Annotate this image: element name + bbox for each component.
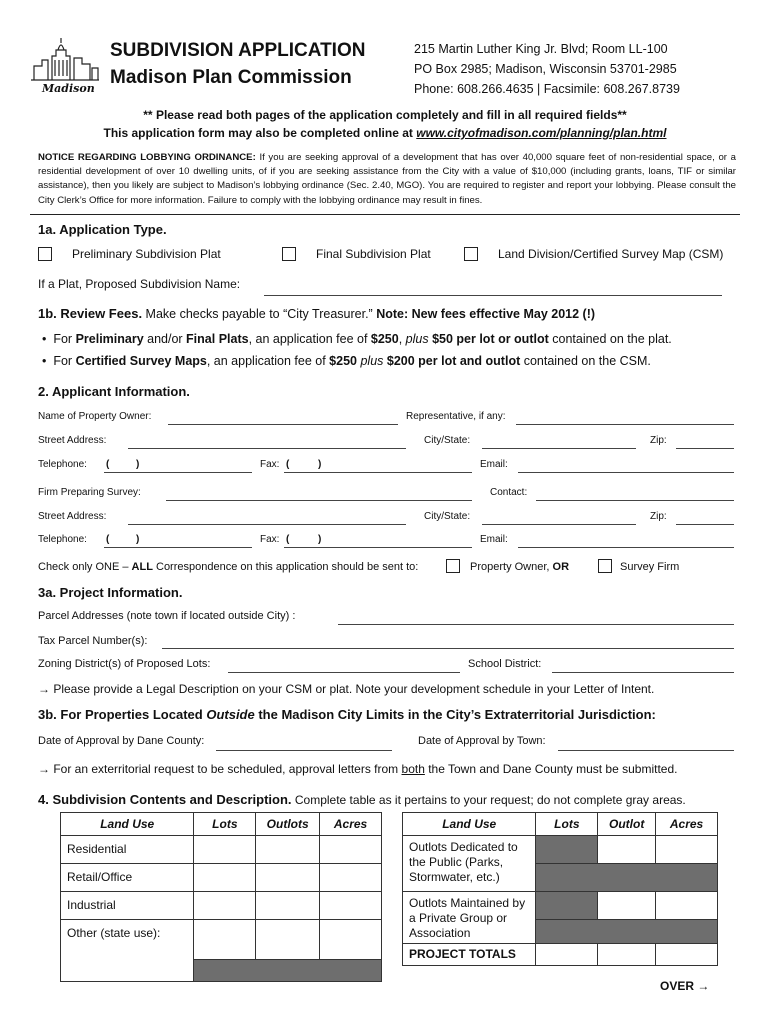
- section-divider: [30, 214, 740, 215]
- firm-fax-field[interactable]: [284, 547, 472, 548]
- fee-bullet-plats: • For Preliminary and/or Final Plats, an application fee of $250, plus $50 per lot or outlot contained on the plat.: [42, 332, 672, 346]
- school-district-label: School District:: [468, 658, 542, 670]
- firm-fax-area-open: (: [286, 534, 290, 545]
- column-header: Land Use: [403, 813, 536, 836]
- correspond-firm-checkbox[interactable]: [598, 559, 612, 573]
- owner-field[interactable]: [168, 424, 398, 425]
- row-label-other: Other (state use):: [61, 920, 194, 960]
- parcel-addresses-label: Parcel Addresses (note town if located outside City) :: [38, 610, 296, 622]
- street-address-field[interactable]: [128, 448, 406, 449]
- row-label-outlots-public: Outlots Dedicated to the Public (Parks, Stormwater, etc.): [403, 836, 536, 892]
- final-plat-checkbox[interactable]: [282, 247, 296, 261]
- final-plat-label: Final Subdivision Plat: [316, 247, 431, 261]
- private-outlot-cell[interactable]: [598, 892, 656, 920]
- public-acres-cell[interactable]: [656, 836, 718, 864]
- column-header: Outlots: [256, 813, 320, 836]
- gray-disabled-cell: [194, 960, 382, 982]
- land-use-table: [60, 812, 382, 982]
- section-1b-heading: [38, 306, 595, 321]
- firm-zip-field[interactable]: [676, 524, 734, 525]
- industrial-lots-cell[interactable]: [194, 892, 256, 920]
- representative-field[interactable]: [516, 424, 734, 425]
- lobbying-notice-text: If you are seeking approval of a development that has over 40,000 square feet of non-residential space, or a residential development of over 10 dwelling units, of if you are seeking assistance from the City with a value of $10,000 (including grants, loans, TIF or similar assistance), then you likely are subject to Madison’s lobbying ordinance (Sec. 2.40, MGO). You are required to register and report your lobbying. Please consult the City Clerk’s Office for more information. Failure to comply with the lobbying ordinance may result in fines.: [38, 152, 736, 206]
- industrial-acres-cell[interactable]: [320, 892, 382, 920]
- tax-parcel-field[interactable]: [162, 648, 734, 649]
- review-fees-intro: Make checks payable to “City Treasurer.”: [142, 307, 377, 321]
- preliminary-plat-label: Preliminary Subdivision Plat: [72, 247, 221, 261]
- page-subtitle: Madison Plan Commission: [110, 67, 352, 88]
- section-3a-heading: 3a. Project Information.: [38, 585, 183, 600]
- zip-field[interactable]: [676, 448, 734, 449]
- row-label-outlots-private: Outlots Maintained by a Private Group or Association: [403, 892, 536, 944]
- retail-outlots-cell[interactable]: [256, 864, 320, 892]
- instructions-prefix: This application form may also be completed online at: [103, 126, 417, 140]
- page-title: SUBDIVISION APPLICATION: [110, 40, 366, 61]
- public-outlot-cell[interactable]: [598, 836, 656, 864]
- totals-acres-cell[interactable]: [656, 944, 718, 966]
- email-field[interactable]: [518, 472, 734, 473]
- email-label: Email:: [480, 459, 508, 470]
- zoning-field[interactable]: [228, 672, 460, 673]
- column-header: Lots: [536, 813, 598, 836]
- town-date-label: Date of Approval by Town:: [418, 735, 546, 747]
- firm-telephone-field[interactable]: [104, 547, 252, 548]
- retail-acres-cell[interactable]: [320, 864, 382, 892]
- lobbying-notice-label: NOTICE REGARDING LOBBYING ORDINANCE:: [38, 152, 256, 163]
- correspond-owner-label: Property Owner, OR: [470, 561, 570, 573]
- residential-acres-cell[interactable]: [320, 836, 382, 864]
- dane-county-date-label: Date of Approval by Dane County:: [38, 735, 205, 747]
- parcel-addresses-field[interactable]: [338, 624, 734, 625]
- industrial-outlots-cell[interactable]: [256, 892, 320, 920]
- dane-county-date-field[interactable]: [216, 750, 392, 751]
- representative-label: Representative, if any:: [406, 411, 506, 422]
- correspondence-instruction: Check only ONE – ALL Correspondence on this application should be sent to:: [38, 561, 419, 573]
- gray-disabled-cell: [536, 864, 718, 892]
- firm-city-state-field[interactable]: [482, 524, 636, 525]
- school-district-field[interactable]: [552, 672, 734, 673]
- other-acres-cell[interactable]: [320, 920, 382, 960]
- retail-lots-cell[interactable]: [194, 864, 256, 892]
- instructions-line-1: ** Please read both pages of the application completely and fill in all required fields**: [143, 108, 627, 122]
- row-label-project-totals: PROJECT TOTALS: [403, 944, 536, 966]
- firm-telephone-area-close: ): [136, 534, 140, 545]
- firm-street-address-field[interactable]: [128, 524, 406, 525]
- residential-lots-cell[interactable]: [194, 836, 256, 864]
- private-acres-cell[interactable]: [656, 892, 718, 920]
- correspond-firm-label: Survey Firm: [620, 561, 680, 573]
- fees-effective-note: Note: New fees effective May 2012 (!): [376, 307, 596, 321]
- fax-area-close: ): [318, 459, 322, 470]
- firm-street-address-label: Street Address:: [38, 511, 107, 522]
- firm-field[interactable]: [166, 500, 472, 501]
- residential-outlots-cell[interactable]: [256, 836, 320, 864]
- gray-disabled-cell: [536, 920, 718, 944]
- fax-area-open: (: [286, 459, 290, 470]
- fee-bullet-csm: • For Certified Survey Maps, an application fee of $250 plus $200 per lot and outlot contained on the CSM.: [42, 354, 651, 368]
- firm-telephone-area-open: (: [106, 534, 110, 545]
- town-date-field[interactable]: [558, 750, 734, 751]
- telephone-field[interactable]: [104, 472, 252, 473]
- totals-lots-cell[interactable]: [536, 944, 598, 966]
- totals-outlot-cell[interactable]: [598, 944, 656, 966]
- telephone-label: Telephone:: [38, 459, 87, 470]
- section-2-heading: 2. Applicant Information.: [38, 384, 190, 399]
- extraterritorial-note: → For an exterritorial request to be scheduled, approval letters from both the Town and Dane County must be submitted.: [38, 762, 678, 776]
- other-outlots-cell[interactable]: [256, 920, 320, 960]
- madison-logo: [30, 36, 100, 98]
- address-line-2: PO Box 2985; Madison, Wisconsin 53701-2985: [414, 62, 677, 76]
- firm-label: Firm Preparing Survey:: [38, 487, 141, 498]
- fax-field[interactable]: [284, 472, 472, 473]
- lobbying-notice: [38, 151, 736, 208]
- section-1a-heading: 1a. Application Type.: [38, 222, 167, 237]
- over-page-indicator: OVER →: [660, 979, 710, 993]
- contact-field[interactable]: [536, 500, 734, 501]
- firm-zip-label: Zip:: [650, 511, 667, 522]
- outlots-table: [402, 812, 718, 966]
- column-header: Lots: [194, 813, 256, 836]
- logo-wordmark: Madison: [42, 82, 95, 95]
- city-state-label: City/State:: [424, 435, 471, 446]
- telephone-area-close: ): [136, 459, 140, 470]
- other-use-blank-cell[interactable]: [61, 960, 194, 982]
- phone-line: Phone: 608.266.4635 | Facsimile: 608.267.8739: [414, 82, 680, 96]
- row-label-residential: Residential: [61, 836, 194, 864]
- street-address-label: Street Address:: [38, 435, 107, 446]
- column-header: Land Use: [61, 813, 194, 836]
- section-3b-heading: 3b. For Properties Located Outside the Madison City Limits in the City’s Extraterritorial Jurisdiction:: [38, 707, 656, 722]
- column-header: Outlot: [598, 813, 656, 836]
- section-4-heading: 4. Subdivision Contents and Description. Complete table as it pertains to your request; do not complete gray areas.: [38, 792, 686, 807]
- firm-email-label: Email:: [480, 534, 508, 545]
- csm-checkbox[interactable]: [464, 247, 478, 261]
- zoning-label: Zoning District(s) of Proposed Lots:: [38, 658, 211, 670]
- firm-city-state-label: City/State:: [424, 511, 471, 522]
- instructions-line-2: [0, 126, 770, 140]
- zip-label: Zip:: [650, 435, 667, 446]
- gray-disabled-cell: [536, 892, 598, 920]
- correspond-owner-checkbox[interactable]: [446, 559, 460, 573]
- other-lots-cell[interactable]: [194, 920, 256, 960]
- owner-label: Name of Property Owner:: [38, 411, 152, 422]
- preliminary-plat-checkbox[interactable]: [38, 247, 52, 261]
- firm-email-field[interactable]: [518, 547, 734, 548]
- review-fees-title: 1b. Review Fees.: [38, 306, 143, 321]
- row-label-retail-office: Retail/Office: [61, 864, 194, 892]
- telephone-area-open: (: [106, 459, 110, 470]
- firm-fax-label: Fax:: [260, 534, 280, 545]
- gray-disabled-cell: [536, 836, 598, 864]
- fax-label: Fax:: [260, 459, 280, 470]
- firm-telephone-label: Telephone:: [38, 534, 87, 545]
- legal-description-note: → Please provide a Legal Description on your CSM or plat. Note your development schedule in your Letter of Intent.: [38, 682, 655, 696]
- column-header: Acres: [320, 813, 382, 836]
- row-label-industrial: Industrial: [61, 892, 194, 920]
- csm-label: Land Division/Certified Survey Map (CSM): [498, 247, 724, 261]
- tax-parcel-label: Tax Parcel Number(s):: [38, 635, 148, 647]
- column-header: Acres: [656, 813, 718, 836]
- capitol-skyline-icon: [30, 36, 100, 86]
- subdivision-name-label: If a Plat, Proposed Subdivision Name:: [38, 277, 241, 291]
- subdivision-name-field[interactable]: [264, 295, 722, 296]
- firm-fax-area-close: ): [318, 534, 322, 545]
- contact-label: Contact:: [490, 487, 528, 498]
- address-line-1: 215 Martin Luther King Jr. Blvd; Room LL-100: [414, 42, 668, 56]
- city-state-field[interactable]: [482, 448, 636, 449]
- online-form-link[interactable]: www.cityofmadison.com/planning/plan.html: [416, 126, 667, 140]
